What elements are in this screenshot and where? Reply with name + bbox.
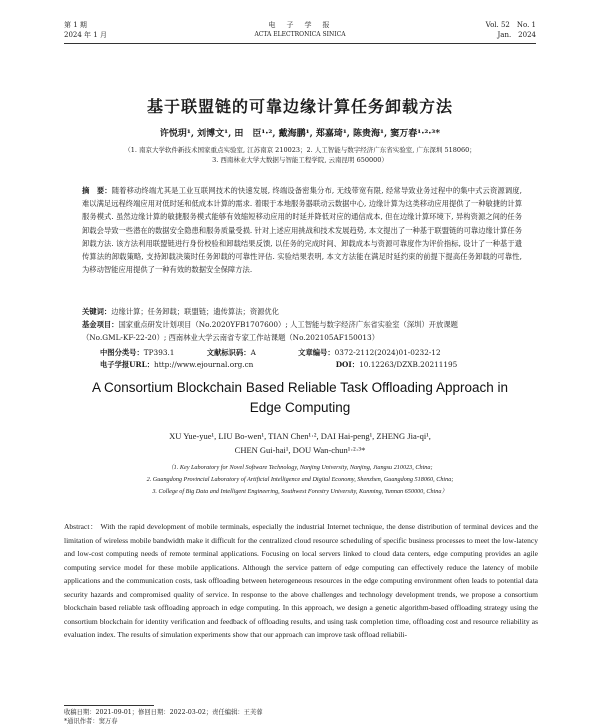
journal-name-en: ACTA ELECTRONICA SINICA — [254, 31, 346, 38]
journal-name-zh: 电 子 学 报 — [268, 21, 332, 29]
abstract-zh — [82, 184, 522, 276]
doc-code-label: 文献标识码： — [206, 348, 251, 357]
footnote-received: 收稿日期：2021-09-01；修回日期：2022-03-02；责任编辑：王芙蓉 — [64, 709, 263, 716]
authors-zh: 许悦玥¹, 刘博文¹, 田 臣¹·², 戴海鹏¹, 郑嘉琦¹, 陈贵海¹, 窦万春¹·²·³* — [159, 129, 441, 139]
keywords-zh-text: 边缘计算；任务卸载；联盟链；遗传算法；资源优化 — [111, 307, 280, 316]
abstract-en-text: With the rapid development of mobile terminals, especially the industrial Internet technique, the dense distribution of terminal devices and the limitation of wireless mobile bandwidth make it difficult for the centralized cloud resource scheduling of specific business processes to meet the low-latency and low-cost computing needs of remote terminal applications. Focusing on local servers linked to cloud data centers, edge computing provides an agile computing service model for these mobile applications. Although the service pattern of edge computing can effectively reduce the latency of mobile applications and the communication costs, task offloading between heterogeneous resources in the edge computing environment often leads to potential data security hazards and compromised quality of service. In response to the above challenges and technology development trends, we propose a consortium blockchain based reliable task offloading approach in edge computing. In this approach, we design a genetic algorithm-based offloading strategy using the consortium blockchain for identity verification and feedback of offloading results, and using task completion time, offloading cost and resource reliability as evaluation index. The results of simulation experiments show that our approach can improve task offload reliabili- — [64, 522, 538, 639]
affiliation-en-line-2: 2. Guangdong Provincial Laboratory of Artificial Intelligence and Digital Economy, Shenzhen, Guangdong 518060, China; — [146, 476, 454, 483]
funding-zh — [82, 320, 458, 330]
title-en-line-2: Edge Computing — [249, 400, 351, 415]
funding-zh-line-1: 国家重点研发计划项目（No.2020YFB1707600）; 人工智能与数字经济广东省实验室（深圳）开放课题 — [118, 320, 458, 329]
issue-date-en: Jan. 2024 — [497, 31, 536, 39]
affiliation-zh-line-1: （1. 南京大学软件新技术国家重点实验室, 江苏南京 210023；2. 人工智能与数字经济广东省实验室, 广东深圳 518060； — [124, 146, 476, 154]
classification-line — [100, 348, 441, 358]
authors-en-line-1: XU Yue-yue¹, LIU Bo-wen¹, TIAN Chen¹·², DAI Hai-peng¹, ZHENG Jia-qi¹, — [169, 431, 431, 441]
doc-code-value: A — [250, 348, 256, 357]
url-label: 电子学报URL： — [100, 360, 155, 369]
abstract-zh-text: 随着移动终端尤其是工业互联网技术的快速发展, 终端设备密集分布, 无线带宽有限, 经常导致业务过程中的集中式云资源调度, 难以满足远程终端应用对低时延和低成本计算的需求. 着眼于本地服务器联动云数据中心, 边缘计算为这类移动应用提供了一种敏捷的计算服务模式. 虽然边缘计算的敏捷服务模式能够有效缩短移动应用的时延并降低对应的通信成本, 但在边缘计算环境下, 异构资源之间的任务卸载会导致一些潜在的数据安全隐患和服务质量受损. 针对上述应用挑战和技术发展趋势, 本文提出了一种基于联盟链的可靠边缘计算任务卸载方法. 该方法利用联盟链进行身份校验和卸载结果反馈, 以任务的完成时间、卸载成本与资源可靠度作为评价指标, 设计了一种基于遗传算法的卸载策略, 支持卸载决策时任务卸载的可靠性评估. 实验结果表明, 本文方法能在满足时延约束的前提下提高任务卸载的可靠性, 为移动智能应用提供了一种有效的数据安全保障方法. — [82, 186, 523, 275]
affiliation-zh-line-2: 3. 西南林业大学大数据与智能工程学院, 云南昆明 650000） — [212, 156, 388, 164]
keywords-zh — [82, 307, 279, 317]
url-doi-line — [100, 360, 457, 370]
footnote-rule — [64, 705, 154, 706]
affiliation-en-line-1: （1. Key Laboratory for Novel Software Technology, Nanjing University, Nanjing, Jiangsu 210023, China; — [167, 464, 433, 471]
abstract-en — [64, 520, 538, 642]
doi-label: DOI： — [335, 360, 360, 369]
abstract-en-label: Abstract： — [64, 522, 99, 531]
affiliation-en-line-3: 3. College of Big Data and Intelligent Engineering, Southwest Forestry University, Kunming, Yunnan 650000, China） — [152, 488, 448, 495]
clc-value: TP393.1 — [143, 348, 175, 357]
funding-zh-label: 基金项目： — [82, 320, 119, 329]
volume-number: Vol. 52 No. 1 — [485, 21, 536, 29]
doi-value[interactable]: 10.12263/DZXB.20211195 — [359, 360, 458, 369]
footnote-corresponding: *通讯作者：窦万春 — [64, 718, 118, 725]
header-right — [486, 20, 536, 40]
title-en-line-1: A Consortium Blockchain Based Reliable Task Offloading Approach in — [92, 380, 508, 395]
article-number-value: 0372-2112(2024)01-0232-12 — [334, 348, 441, 357]
journal-url[interactable]: http://www.ejournal.org.cn — [154, 360, 254, 369]
issue-date-zh: 2024 年 1 月 — [64, 31, 107, 39]
abstract-zh-label: 摘 要： — [82, 186, 112, 195]
issue-number: 第 1 期 — [64, 21, 87, 29]
clc-label: 中图分类号： — [100, 348, 144, 357]
authors-en-line-2: CHEN Gui-hai¹, DOU Wan-chun¹·²·³* — [234, 445, 366, 455]
header-rule — [64, 43, 536, 44]
title-zh: 基于联盟链的可靠边缘计算任务卸载方法 — [146, 97, 453, 116]
article-number-label: 文章编号： — [298, 348, 335, 357]
keywords-zh-label: 关键词： — [82, 307, 112, 316]
title-en — [60, 378, 540, 418]
funding-zh-line-2: （No.GML-KF-22-20）; 西南林业大学云南省专家工作站课题（No.202105AF150013） — [82, 333, 379, 342]
